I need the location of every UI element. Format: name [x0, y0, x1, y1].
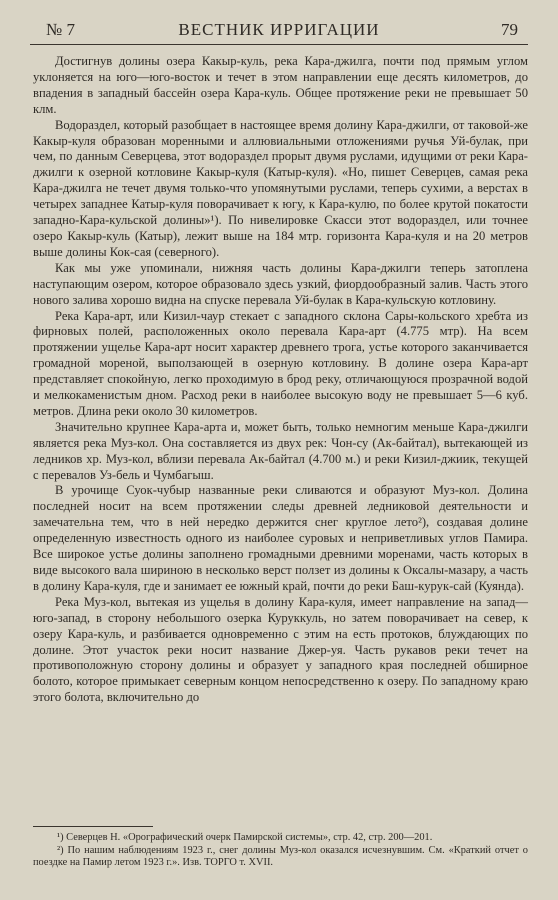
running-header	[30, 18, 528, 45]
issue-number: № 7	[46, 20, 75, 39]
paragraph: Как мы уже упоминали, нижняя часть долины Кара-джилги теперь затоплена наступающим озером, которое образовало здесь узкий, фиордообразный залив. Часть этого нового залива хорошо видна на спуске перевала Уй-булак в Кара-кульскую котловину.	[33, 260, 528, 307]
paragraph: Водораздел, который разобщает в настоящее время долину Кара-джилги, от таковой-же Какыр-куля образован моренными и аллювиальными отложениями ручья Уй-булак, при чем, по данным Северцева, этот водораздел прорыт двумя руслами, идущими от реки Кара-джилги к озерной котловине Какыр-куля (Катыр-куля). «Но, пишет Северцев, самая река Кара-джилга не течет двумя только-что упомянутыми руслами, теперь сухими, а верстах в четырех западнее Катыр-куля поворачивает к югу, к Кара-кулю, по более крутой покатости западно-Кара-кульской долины»¹). По нивелировке Скасси этот водораздел, или точнее озеро Какыр-куль (Катыр), лежит выше на 184 мтр. горизонта Кара-куля и на 20 метров выше долины Кок-сая (северного).	[33, 117, 528, 259]
journal-title: ВЕСТНИК ИРРИГАЦИИ	[178, 20, 380, 39]
paragraph: Значительно крупнее Кара-арта и, может быть, только немногим меньше Кара-джилги является река Муз-кол. Она составляется из двух рек: Чон-су (Ак-байтал), вытекающей из ледников хр. Муз-кол, вблизи перевала Ак-байтал (4.700 м.) и реки Кизил-джиик, текущей с перевалов Уз-бель и Чумбагыш.	[33, 419, 528, 482]
paragraph: Река Муз-кол, вытекая из ущелья в долину Кара-куля, имеет направление на запад—юго-запад, в сторону небольшого озерка Куруккуль, но затем поворачивает на север, к озеру Кара-куль, и разбивается одновременно с этим на есть протоков, блуждающих по долине. Этот участок реки носит название Джер-уя. Часть рукавов реки течет на противоположную сторону долины и образует у западного края последней обширное болото, которое примыкает северным концом непосредственно к озеру. По западному краю этого болота, включительно до	[33, 594, 528, 705]
footnote: ²) По нашим наблюдениям 1923 г., снег долины Муз-кол оказался исчезнувшим. См. «Краткий отчет о поездке на Памир летом 1923 г.». Изв. ТОРГО т. XVII.	[33, 844, 528, 869]
footnote-divider	[33, 826, 153, 827]
footnotes	[33, 832, 528, 870]
page-number: 79	[501, 20, 518, 39]
paragraph: Достигнув долины озера Какыр-куль, река Кара-джилга, почти под прямым углом уклоняется на юго—юго-восток и течет в этом направлении еще десять километров, до впадения в западный бассейн озера Кара-куль. Общее протяжение реки не превышает 50 клм.	[33, 54, 528, 116]
footnote: ¹) Северцев Н. «Орографический очерк Памирской системы», стр. 42, стр. 200—201.	[57, 832, 433, 843]
article-body	[33, 54, 528, 706]
paragraph: В урочище Суок-чубыр названные реки сливаются и образуют Муз-кол. Долина последней носит на всем протяжении следы древней ледниковой деятельности и замечательна тем, что в ней нередко держится снег круглое лето²), создавая долине определенную известность одного из наиболее суровых и неприветливых углов Памира. Все широкое устье долины заполнено громадными древними моренами, часть которых в виде высокого вала шириною в несколько верст ползет из долины к Оксалы-мазару, а часть в долину Кара-куля, где и занимает ее южный край, почти до реки Баш-курук-сай (Куянда).	[33, 483, 528, 593]
paragraph: Река Кара-арт, или Кизил-чаур стекает с западного склона Сары-кольского хребта из фирновых полей, расположенных около перевала Кара-арт (4.775 мтр). На всем протяжении ущелье Кара-арт носит характер древнего трога, устье которого заканчивается громадной мореной, выползающей в озерную котловину. В долине озера Кара-арт представляет спокойную, легко проходимую в брод реку, отличающуюся прозрачной водой и мелкокаменистым дном. Расход реки в наиболее высокую воду не превышает 5—6 куб. метров. Длина реки около 30 километров.	[33, 308, 528, 418]
